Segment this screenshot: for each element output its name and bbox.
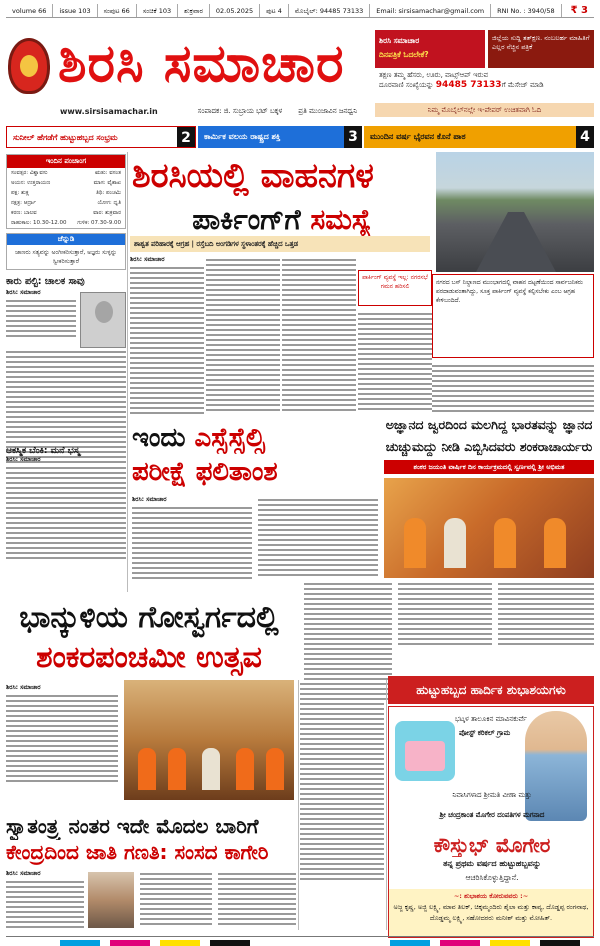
column-text bbox=[432, 365, 594, 412]
lead-column-4 bbox=[358, 310, 432, 413]
issue-info-bar bbox=[6, 4, 594, 18]
column-divider bbox=[127, 152, 128, 592]
birthday-ad-title: ಹುಟ್ಟುಹಬ್ಬದ ಹಾರ್ದಿಕ ಶುಭಾಶಯಗಳು bbox=[388, 676, 594, 704]
birthday-child-name: ಕೌಸ್ತುಭ್ ಮೊಗೇರ bbox=[433, 833, 551, 857]
panchanga-cell: ಸಂವತ್ಸರ: ವಿಶ್ವಾವಸು bbox=[11, 170, 48, 176]
rni-number: RNI No. : 3940/58 bbox=[491, 4, 561, 17]
volume: volume 66 bbox=[6, 4, 53, 17]
editor-credit: ಸಂಪಾದಕ: ಜಿ. ಸುಬ್ರಾಯ ಭಟ್ ಬಕ್ಕಳ bbox=[197, 106, 283, 115]
sslc-word-red: ಎಸ್ಸೆಸ್ಸೆಲ್ಸಿ bbox=[194, 423, 265, 453]
caste-census-column-1 bbox=[6, 870, 84, 931]
issue-date: 02.05.2025 bbox=[210, 4, 260, 17]
quote-title: ಚೆನ್ನುಡಿ bbox=[7, 234, 125, 245]
column-divider bbox=[298, 680, 299, 930]
mp-photo bbox=[88, 872, 134, 928]
lead-column-2 bbox=[206, 256, 280, 414]
sslc-headline-line2: ಪರೀಕ್ಷೆ ಫಲಿತಾಂಶ bbox=[132, 457, 278, 487]
column-text bbox=[6, 695, 118, 782]
quote-box bbox=[6, 233, 126, 270]
shankara-headline bbox=[384, 414, 594, 458]
panchanga-cell: ಗುಳಿಕ: 07.30-9.00 bbox=[77, 220, 121, 226]
shankara-headline-line2: ಚುಚ್ಚುಮದ್ದು ನೀಡಿ ಎಬ್ಬಿಸಿದವರು ಶಂಕರಾಚಾರ್ಯರು bbox=[385, 439, 593, 454]
tagline: ಪ್ರತಿ ಮುಂಜಾವಿನ ಜನಧ್ವನಿ bbox=[298, 106, 358, 115]
teaser-page-4[interactable] bbox=[364, 126, 594, 148]
bhanukuli-headline-line1: ಭಾನ್ಕುಳಿಯ ಗೋಸ್ವರ್ಗದಲ್ಲಿ bbox=[19, 600, 279, 635]
caste-census-headline-line1: ಸ್ವಾತಂತ್ರ್ಯ ನಂತರ ಇದೇ ಮೊದಲ ಬಾರಿಗೆ bbox=[6, 814, 259, 838]
column-text bbox=[206, 259, 280, 411]
column-text bbox=[140, 873, 212, 925]
website-link[interactable]: www.sirsisamachar.in bbox=[60, 106, 158, 116]
masthead-subline bbox=[60, 104, 370, 118]
promo-title: ಶಿರಸಿ ಸಮಾಚಾರ bbox=[379, 36, 420, 45]
panchanga-cell: ಋತು: ವಸಂತ bbox=[95, 170, 121, 176]
traffic-photo bbox=[436, 152, 594, 272]
lead-column-1 bbox=[130, 256, 204, 417]
lead-subhead: ಶಾಶ್ವತ ಪರಿಹಾರಕ್ಕೆ ಆಗ್ರಹ | ರಸ್ತೆಬದಿ ಅಂಗಡಿಗಳ ಸ್ಥಳಾಂತರಕ್ಕೆ ಹೆಚ್ಚಿದ ಒತ್ತಡ bbox=[130, 236, 430, 252]
birthday-wishers-list: ಅಜ್ಜ ಕೃಷ್ಣ, ಅಜ್ಜಿ ಲಕ್ಷ್ಮಿ, ಮಾವ ತಿಲಕ್, ಚಿಕ್ಕಮ್ಮಂದಿರು ಶೈಲಾ ಮತ್ತು ಕಾವ್ಯ, ದೊಡ್ಡಪ್ಪ ರಂಗನಾಥ, ದೊಡ್ಡಮ್ಮ ಲಕ್ಷ್ಮಿ, ಸಹೋದರರು ಮನೀಶ್ ಮತ್ತು ಮೋಹಿತ್. bbox=[393, 903, 589, 922]
left-sidebar bbox=[6, 154, 126, 466]
shankara-column-2 bbox=[398, 580, 492, 648]
shankara-headline-line1: ಅಜ್ಞಾನದ ಜ್ವರದಿಂದ ಮಲಗಿದ್ದ ಭಾರತವನ್ನು ಜ್ಞಾನದ bbox=[385, 417, 593, 432]
column-text bbox=[398, 583, 492, 645]
promo-whatsapp-line1: ತಕ್ಷಣ ತಮ್ಮ ಹೆಸರು, ಊರು, ವಾಟ್ಸ್ಆಪ್ ಇರುವ bbox=[379, 71, 489, 79]
lead-headline-word-red: ಸಮಸ್ಯೆ bbox=[310, 203, 372, 236]
fire-byline: ಶಿರಸಿ: ಸಮಾಚಾರ bbox=[6, 456, 41, 463]
page-count: ಪುಟ 4 bbox=[260, 4, 289, 17]
column-text bbox=[6, 881, 84, 928]
panchanga-cell: ತಿಥಿ: ಪಂಚಮಿ bbox=[95, 190, 121, 196]
promo-question: ದಿನಪತ್ರಿಕೆ ಓದಲೇಕೆ? bbox=[379, 50, 429, 59]
birthday-line1: ಭಟ್ಕಳ ತಾಲೂಕಿನ ಮಾವಿನಕುರ್ವೆ bbox=[455, 715, 527, 723]
registration-cyan bbox=[60, 940, 100, 946]
price: ₹ 3 bbox=[570, 5, 588, 16]
baby-photo bbox=[525, 711, 587, 821]
lead-headline-line2 bbox=[132, 200, 432, 240]
caste-census-column-2 bbox=[140, 870, 212, 928]
teaser-label: ಸುನೀಲ್ ಹೆಗಡೆಗೆ ಹುಟ್ಟುಹಬ್ಬದ ಸಂಭ್ರಮ bbox=[13, 133, 118, 142]
column-text bbox=[300, 683, 384, 880]
samputa: ಸಂಪುಟ 66 bbox=[98, 4, 137, 17]
temple-photo bbox=[124, 680, 294, 800]
lead-column-3 bbox=[282, 256, 356, 414]
story-column bbox=[300, 680, 384, 883]
birthday-line6: ಆಚರಿಸಿಕೊಳ್ಳುತ್ತಿದ್ದಾನೆ. bbox=[465, 873, 519, 882]
birthday-line4: ಶ್ರೀ ಚಂದ್ರಕಾಂತ ಮೊಗೇರ ದಂಪತಿಗಳ ಮಗನಾದ bbox=[439, 811, 545, 819]
teaser-page-number: 2 bbox=[177, 127, 195, 148]
email[interactable]: Email: sirsisamachar@gmail.com bbox=[370, 4, 491, 17]
column-text bbox=[132, 507, 252, 579]
sslc-byline: ಶಿರಸಿ: ಸಮಾಚಾರ bbox=[132, 496, 167, 503]
registration-magenta bbox=[440, 940, 480, 946]
lead-side-note: ಪಾರ್ಕಿಂಗ್ ವ್ಯವಸ್ಥೆ ಇಲ್ಲ: ನಗರಸಭೆ ಗಮನ ಹರಿಸಲಿ bbox=[358, 270, 432, 306]
teaser-page-number: 3 bbox=[344, 126, 362, 148]
panchanga-row bbox=[7, 188, 125, 198]
column-text bbox=[6, 467, 126, 559]
column-text bbox=[130, 267, 204, 414]
birthday-ad bbox=[388, 706, 594, 938]
column-text bbox=[258, 499, 378, 576]
promo-phone[interactable]: 94485 73133 bbox=[435, 80, 502, 90]
panchanga-row bbox=[7, 208, 125, 218]
panchanga-row bbox=[7, 178, 125, 188]
birthday-line3: ನಿವಾಸಿಗಳಾದ ಶ್ರೀಮತಿ ವೀಣಾ ಮತ್ತು bbox=[452, 791, 532, 799]
registration-yellow bbox=[490, 940, 530, 946]
issue: issue 103 bbox=[53, 4, 97, 17]
promo-epaper: ನಿಮ್ಮ ಮೊಬೈಲ್‌ನಲ್ಲೇ ಇ-ಪೇಪರ್ ಉಚಿತವಾಗಿ ಓದಿ bbox=[375, 103, 594, 117]
quote-text: ಜಾಣರು ಸತ್ಯವನ್ನು ಅಂಗೀಕರಿಸುತ್ತಾರೆ, ಅಜ್ಞರು ಸುಳ್ಳನ್ನು ಸ್ವೀಕರಿಸುತ್ತಾರೆ bbox=[15, 249, 117, 265]
bhanukuli-headline-line2: ಶಂಕರಪಂಚಮೀ ಉತ್ಸವ bbox=[36, 640, 262, 675]
shankara-column-3 bbox=[498, 580, 594, 648]
fire-headline: ಆಕಸ್ಮಿಕ ಬೆಂಕಿ: ಮನೆ ಭಸ್ಮ bbox=[6, 446, 80, 456]
weekday: ಶುಕ್ರವಾರ bbox=[178, 4, 210, 17]
promo-whatsapp-text-b: ಗೆ ಮೆಸೇಜ್ ಮಾಡಿ bbox=[501, 81, 544, 89]
teaser-label: ಮುಂದಿನ ವರ್ಷ ಭೈರವನ ಕೊನೆ ಪಾಠ bbox=[370, 132, 466, 141]
caste-census-column-3 bbox=[218, 870, 296, 928]
panchanga-cell: ಅಯನ: ಉತ್ತರಾಯಣ bbox=[11, 180, 51, 186]
obituary-photo bbox=[80, 292, 126, 348]
panchanga-cell: ಯೋಗ: ಧೃತಿ bbox=[97, 200, 121, 206]
panchanga-cell: ವಾರ: ಶುಕ್ರವಾರ bbox=[93, 210, 121, 216]
birthday-wishers-box bbox=[389, 889, 593, 937]
column-divider bbox=[386, 680, 387, 930]
panchanga-cell: ನಕ್ಷತ್ರ: ಆರ್ದ್ರಾ bbox=[11, 200, 37, 206]
promo-box-trust: ಜಿಲ್ಲೆಯ ಸುದ್ದಿ ತತ್‌ಕ್ಷಣ. ನಂಬಲರ್ಹ ಮಾಹಿತಿಗೆ ಎಲ್ಲರ ನೆಚ್ಚಿನ ಪತ್ರಿಕೆ bbox=[488, 30, 594, 68]
panchanga-cell: ರಾಹುಕಾಲ: 10.30-12.00 bbox=[11, 220, 67, 226]
panchanga-title: ಇಂದಿನ ಪಂಚಾಂಗ bbox=[7, 155, 125, 168]
lead-column-5 bbox=[432, 362, 594, 415]
panchanga-cell: ಕರಣ: ಬಾಲವ bbox=[11, 210, 37, 216]
panchanga-cell: ಪಕ್ಷ: ಶುಕ್ಲ bbox=[11, 190, 30, 196]
obituary-body bbox=[6, 300, 76, 337]
panchanga-row bbox=[7, 168, 125, 178]
panchanga-row bbox=[7, 218, 125, 228]
teaser-page-number: 4 bbox=[576, 126, 594, 148]
bhanukuli-byline: ಶಿರಸಿ: ಸಮಾಚಾರ bbox=[6, 684, 41, 691]
birthday-line2: ಪೋಸ್ಟ್ ಕರಿಕಲ್ ಗ್ರಾಮ bbox=[459, 729, 511, 737]
panchanga-box bbox=[6, 154, 126, 229]
registration-yellow bbox=[160, 940, 200, 946]
panchanga-row bbox=[7, 198, 125, 208]
column-text bbox=[282, 259, 356, 411]
sslc-word: ಇಂದು bbox=[132, 423, 186, 453]
fire-story bbox=[6, 446, 126, 562]
caste-census-byline: ಶಿರಸಿ: ಸಮಾಚಾರ bbox=[6, 870, 41, 877]
column-text bbox=[358, 313, 432, 410]
traffic-photo-caption: ನಗರದ ಬಸ್ ನಿಲ್ದಾಣದ ಮುಂಭಾಗದಲ್ಲಿ ವಾಹನ ದಟ್ಟಣೆಯಿಂದ ಸಾರ್ವಜನಿಕರು ಪರದಾಡುವಂತಾಗಿದ್ದು, ಸೂಕ್ತ ಪಾರ್ಕಿಂಗ್ ವ್ಯವಸ್ಥೆ ಕಲ್ಪಿಸಬೇಕು ಎಂಬ ಆಗ್ರಹ ಕೇಳಿಬಂದಿದೆ. bbox=[432, 274, 594, 358]
obituary-byline: ಶಿರಸಿ: ಸಮಾಚಾರ bbox=[6, 289, 41, 296]
sslc-column-2 bbox=[258, 496, 378, 579]
teaser-page-3[interactable] bbox=[198, 126, 362, 148]
birthday-cake-icon bbox=[395, 721, 455, 781]
column-text bbox=[218, 873, 296, 925]
registration-black bbox=[210, 940, 250, 946]
masthead-title: ಶಿರಸಿ ಸಮಾಚಾರ bbox=[58, 33, 345, 94]
obituary-headline: ಕಾರು ಪಲ್ಟಿ: ಚಾಲಕ ಸಾವು bbox=[6, 276, 85, 287]
registration-black bbox=[540, 940, 580, 946]
sanchike: ಸಂಚಿಕೆ 103 bbox=[137, 4, 178, 17]
registration-magenta bbox=[110, 940, 150, 946]
promo-whatsapp bbox=[375, 70, 594, 102]
shankara-subhead: ಶಂಕರ ಜಯಂತಿ ವಾರ್ಷಿಕ ದಿನ ಕಾರ್ಯಕ್ರಮದಲ್ಲಿ ಸ್ವರ್ಣವಲ್ಲಿ ಶ್ರೀ ಅಭಿಮತ bbox=[384, 460, 594, 474]
birthday-wishers-title: ~: ಶುಭಾಶಯ ಕೋರುವವರು :~ bbox=[453, 892, 529, 900]
mobile-number: ಮೊಬೈಲ್: 94485 73133 bbox=[289, 4, 370, 17]
column-text bbox=[498, 583, 594, 645]
promo-box-why-read bbox=[375, 30, 485, 68]
ceremony-photo bbox=[384, 478, 594, 578]
promo-whatsapp-text-a: ದೂರವಾಣಿ ಸಂಖ್ಯೆಯನ್ನು bbox=[379, 81, 434, 89]
birthday-line5: ತನ್ನ ಪ್ರಥಮ ವರ್ಷದ ಹುಟ್ಟುಹಬ್ಬವನ್ನು bbox=[443, 859, 541, 868]
lead-byline: ಶಿರಸಿ: ಸಮಾಚಾರ bbox=[130, 256, 165, 263]
caste-census-headline-line2: ಕೇಂದ್ರದಿಂದ ಜಾತಿ ಗಣತಿ: ಸಂಸದ ಕಾಗೇರಿ bbox=[6, 840, 269, 864]
registration-cyan bbox=[390, 940, 430, 946]
lead-headline-word: ಪಾರ್ಕಿಂಗ್‌ಗೆ bbox=[192, 203, 301, 236]
bhanukuli-column bbox=[6, 684, 118, 785]
panchanga-cell: ಮಾಸ: ವೈಶಾಖ bbox=[93, 180, 121, 186]
teaser-label: ಕಾರ್ಮಿಕ ವಲಯ ರಾಷ್ಟ್ರದ ಶಕ್ತಿ bbox=[204, 132, 281, 141]
lead-headline-line1: ಶಿರಸಿಯಲ್ಲಿ ವಾಹನಗಳ bbox=[132, 156, 374, 196]
promo-whatsapp-line2 bbox=[379, 80, 594, 90]
sslc-column-1 bbox=[132, 496, 252, 582]
teaser-page-2[interactable] bbox=[6, 126, 196, 148]
logo-emblem-icon bbox=[8, 38, 50, 94]
